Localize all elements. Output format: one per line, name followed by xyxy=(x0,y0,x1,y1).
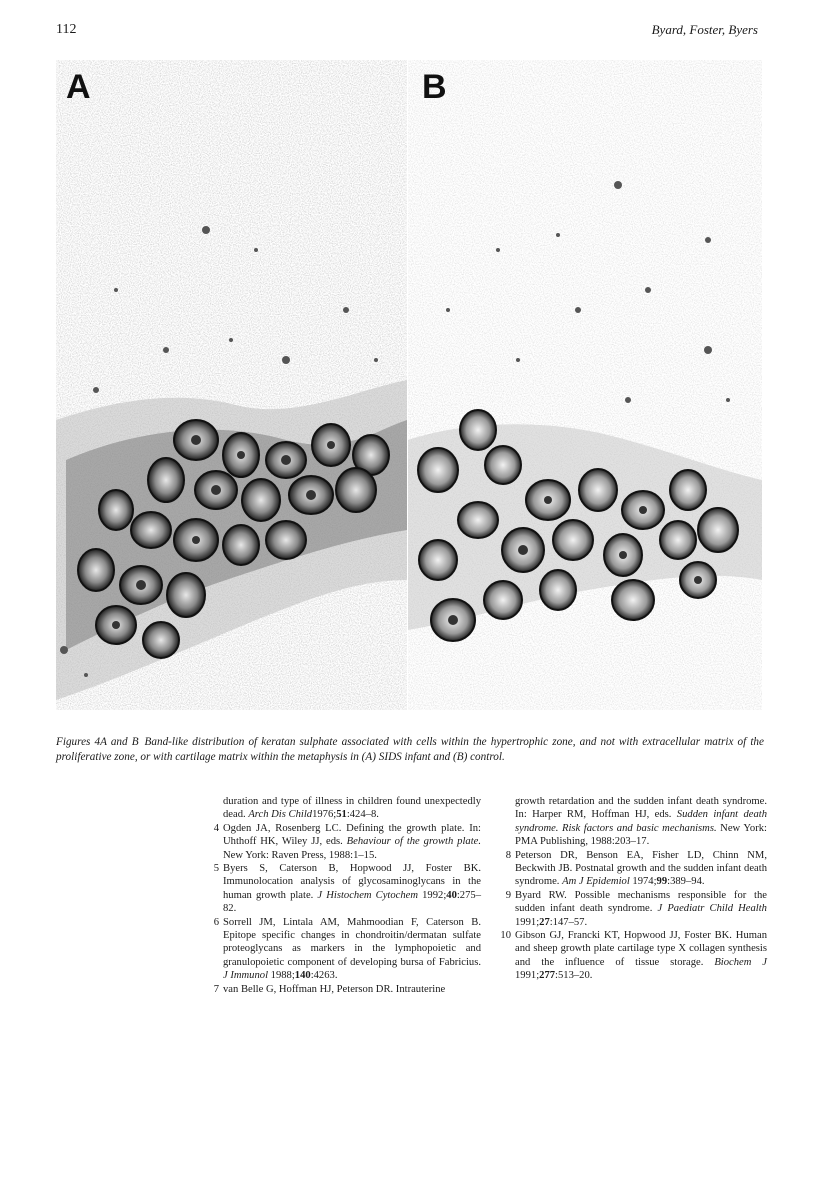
caption-text: Band-like distribution of keratan sulphate associated with cells within the hypertrophic zone, and not with extracellular matrix of the proliferative zone, or with cartilage matrix within the metaphysis in (A) SIDS infant and (B) control. xyxy=(56,736,764,763)
reference-year: 1991; xyxy=(515,970,540,982)
micrograph-panel-a xyxy=(56,60,407,710)
reference-number: 6 xyxy=(213,916,219,928)
reference-vol: 99 xyxy=(656,876,668,888)
reference-text: Byers S, Caterson B, Hopwood JJ, Foster BK. Immunolocation analysis of glycosaminoglycans in the human growth plate. xyxy=(223,863,481,901)
reference-pages: :513–20. xyxy=(555,970,593,982)
reference-pages: :389–94. xyxy=(667,876,705,888)
reference-pages: :424–8. xyxy=(346,809,379,821)
reference-text xyxy=(515,929,767,983)
reference-text: Ogden JA, Rosenberg LC. Defining the growth plate. In: Uhthoff HK, Wiley JJ, eds. xyxy=(223,822,481,848)
reference-pages: :275–82. xyxy=(223,889,481,915)
panel-b-label: B xyxy=(422,68,447,106)
reference-text: Byard RW. Possible mechanisms responsible for the sudden infant death syndrome. xyxy=(515,889,767,915)
reference-text xyxy=(223,795,481,822)
reference-item xyxy=(205,862,481,916)
reference-number: 8 xyxy=(505,849,511,861)
reference-item xyxy=(205,916,481,983)
panel-a-label: A xyxy=(66,68,91,106)
reference-vol: 140 xyxy=(294,970,311,982)
reference-journal: J Histochem Cytochem xyxy=(317,889,419,901)
figure-caption xyxy=(56,735,764,765)
reference-text xyxy=(515,889,767,929)
reference-pages: :147–57. xyxy=(549,916,588,928)
reference-pages: New York: Raven Press, 1988:1–15. xyxy=(223,849,377,861)
reference-item xyxy=(497,795,767,849)
reference-text: Gibson GJ, Francki KT, Hopwood JJ, Foster BK. Human and sheep growth plate cartilage type X collagen synthesis and the influence of tissue storage. xyxy=(515,930,767,968)
reference-vol: 277 xyxy=(539,970,556,982)
reference-number: 5 xyxy=(213,863,219,875)
references-left-column xyxy=(205,795,481,996)
reference-item xyxy=(497,849,767,889)
reference-text xyxy=(223,916,481,983)
reference-journal: Arch Dis Child xyxy=(248,809,313,821)
reference-text: growth retardation and the sudden infant death syndrome. In: Harper RM, Hoffman HJ, eds. xyxy=(515,796,767,821)
reference-number xyxy=(205,795,223,822)
reference-text xyxy=(515,849,767,889)
reference-journal: Am J Epidemiol xyxy=(562,876,630,888)
reference-number: 7 xyxy=(213,983,219,995)
reference-number: 4 xyxy=(213,822,219,834)
reference-text: Peterson DR, Benson EA, Fisher LD, Chinn NM, Beckwith JB. Postnatal growth and the sudden infant death syndrome. xyxy=(515,849,767,888)
reference-journal: J Paediatr Child Health xyxy=(657,903,767,915)
reference-item xyxy=(497,929,767,983)
reference-item xyxy=(205,795,481,822)
reference-number: 9 xyxy=(505,889,511,901)
page-number: 112 xyxy=(56,22,77,37)
reference-journal: Sudden infant death syndrome. Risk factors and basic mechanisms. xyxy=(515,809,767,834)
reference-item xyxy=(205,822,481,862)
reference-text xyxy=(223,822,481,862)
micrograph-a-image xyxy=(56,60,407,710)
reference-text: duration and type of illness in children found unexpectedly dead. xyxy=(223,796,481,821)
running-head: Byard, Foster, Byers xyxy=(651,22,758,37)
reference-pages: New York: PMA Publishing, 1988:203–17. xyxy=(515,822,767,848)
reference-year: 1976; xyxy=(312,809,337,821)
reference-number: 10 xyxy=(500,930,511,942)
reference-journal: J Immunol xyxy=(223,970,269,982)
reference-text xyxy=(223,983,481,996)
reference-text xyxy=(223,862,481,916)
reference-pages: :4263. xyxy=(310,970,338,982)
reference-text: Sorrell JM, Lintala AM, Mahmoodian F, Caterson B. Epitope specific changes in chondroitin/dermatan sulfate proteoglycans as markers in the lymphopoietic and granulopoietic component of developing bursa of Fabricius. xyxy=(223,916,481,968)
reference-year: 1988; xyxy=(268,970,295,982)
reference-text: van Belle G, Hoffman HJ, Peterson DR. Intrauterine xyxy=(223,983,446,995)
reference-text xyxy=(515,795,767,849)
reference-number xyxy=(497,795,515,849)
reference-vol: 40 xyxy=(446,889,457,901)
micrograph-panel-b xyxy=(408,60,762,710)
reference-year: 1992; xyxy=(418,889,447,901)
reference-item xyxy=(205,983,481,996)
reference-vol: 27 xyxy=(539,916,550,928)
figure-4 xyxy=(56,60,762,710)
reference-vol: 51 xyxy=(336,809,347,821)
micrograph-b-image xyxy=(408,60,762,710)
reference-journal: Behaviour of the growth plate. xyxy=(346,836,481,848)
reference-journal: Biochem J xyxy=(714,956,768,968)
reference-year: 1974; xyxy=(629,876,657,888)
reference-item xyxy=(497,889,767,929)
caption-label: Figures 4A and B xyxy=(56,736,139,748)
references-right-column xyxy=(497,795,767,983)
reference-year: 1991; xyxy=(515,916,540,928)
